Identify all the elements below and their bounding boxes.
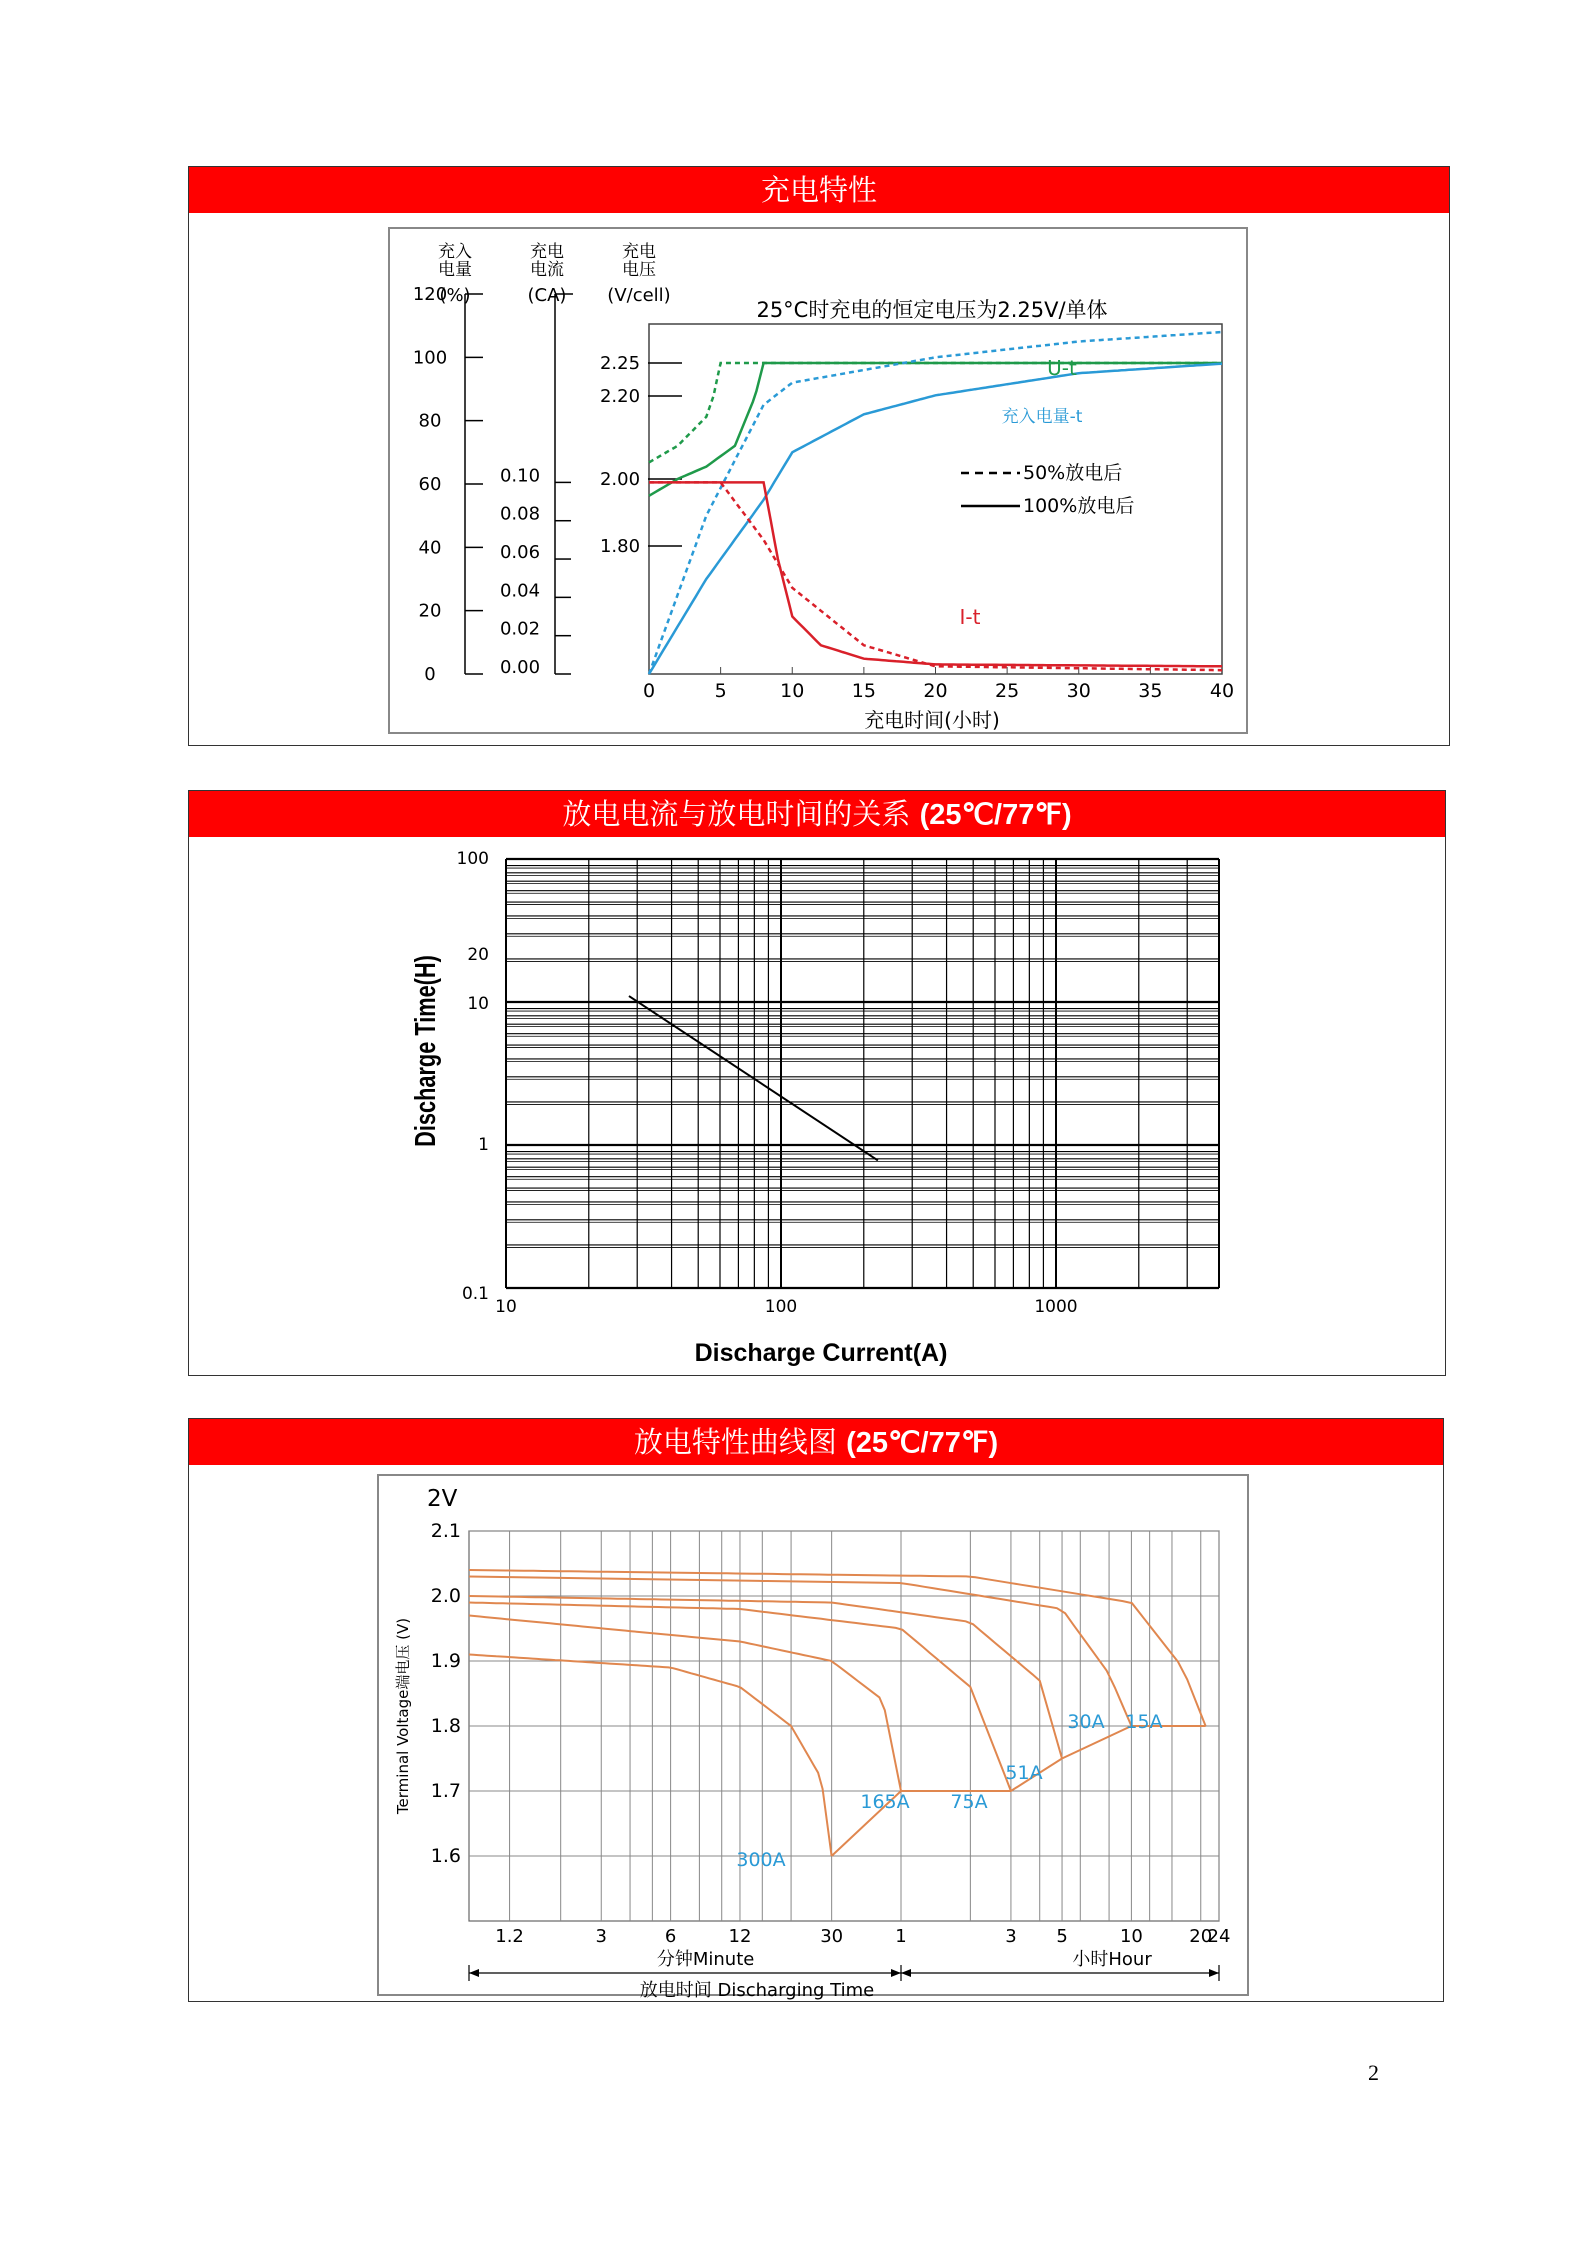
y-tick-label: 1.8 <box>430 1715 461 1737</box>
col1-tick-label: 120 <box>412 283 448 305</box>
minute-label: 分钟Minute <box>656 1949 755 1970</box>
charge-col2-label2: 电流 <box>530 260 564 280</box>
range-arrow <box>1209 1969 1219 1977</box>
curve-15A <box>469 1570 1206 1726</box>
col3-tick-label: 2.00 <box>599 469 641 490</box>
y-axis-label: Discharge Time(H) <box>410 955 442 1147</box>
x-tick-label: 35 <box>1138 680 1163 702</box>
page-number: 2 <box>1368 2060 1379 2085</box>
range-arrow <box>469 1969 479 1977</box>
x-tick-label: 24 <box>1207 1926 1231 1947</box>
col1-tick-label: 20 <box>418 600 442 622</box>
discharge-curve-header: 放电特性曲线图 (25℃/77℉) <box>189 1419 1443 1465</box>
col2-tick-label: 0.10 <box>499 465 541 487</box>
col1-tick-label: 40 <box>418 537 442 559</box>
col2-tick-label: 0.08 <box>499 503 541 525</box>
x-tick-label: 0 <box>642 680 656 702</box>
it-50-line <box>649 482 1222 670</box>
x-tick-label: 6 <box>664 1926 677 1947</box>
y-tick-label: 2.1 <box>430 1520 461 1542</box>
y-tick-label: 1.6 <box>430 1845 461 1867</box>
x-tick-label: 3 <box>1005 1926 1017 1947</box>
discharge-curve-panel <box>377 1474 1249 2001</box>
legend-dashed-label: 50%放电后 <box>1023 462 1123 484</box>
x-tick-label: 25 <box>995 680 1020 702</box>
col2-tick-label: 0.04 <box>499 580 541 602</box>
x-tick-label: 10 <box>1119 1926 1143 1947</box>
x-tick-label: 15 <box>851 680 876 702</box>
col3-tick-label: 1.80 <box>599 536 641 557</box>
x-tick-label: 30 <box>1066 680 1091 702</box>
x-tick-label: 20 <box>1189 1926 1213 1947</box>
x-tick-label: 1000 <box>1034 1297 1078 1317</box>
x-tick-label: 10 <box>495 1297 517 1317</box>
capacity-label: 充入电量-t <box>1001 407 1083 427</box>
x-tick-label: 1.2 <box>495 1926 524 1947</box>
it-label: I-t <box>959 605 981 629</box>
y-tick-label: 1 <box>478 1135 489 1155</box>
curve-300A <box>469 1655 832 1857</box>
y-tick-label: 100 <box>456 849 489 869</box>
col2-tick-label: 0.06 <box>499 542 541 564</box>
hour-label: 小时Hour <box>1072 1949 1152 1970</box>
curve-label: 51A <box>1005 1762 1043 1784</box>
col2-tick-label: 0.00 <box>499 657 541 678</box>
curve-30A <box>469 1577 1131 1727</box>
discharge-time-section <box>188 790 1446 1376</box>
capacity-100-line <box>649 364 1222 674</box>
y-axis-label: Terminal Voltage端电压 (V) <box>394 1617 412 1815</box>
x-tick-label: 100 <box>764 1297 798 1317</box>
ut-100-line <box>649 363 1222 496</box>
discharge-time-header: 放电电流与放电时间的关系 (25℃/77℉) <box>189 791 1445 837</box>
discharge-time-chart <box>189 791 1447 1377</box>
charge-header: 充电特性 <box>189 167 1449 213</box>
x-axis-label: 放电时间 Discharging Time <box>639 1980 875 2001</box>
charge-col1-label1: 充入 <box>438 242 472 262</box>
x-tick-label: 3 <box>595 1926 607 1947</box>
discharge-curve-chart <box>379 1476 1251 2001</box>
x-tick-label: 20 <box>923 680 948 702</box>
charge-col3-label1: 充电 <box>622 242 656 262</box>
x-tick-label: 12 <box>728 1926 752 1947</box>
discharge-time-series-line <box>629 996 878 1160</box>
capacity-50-line <box>649 332 1222 674</box>
curve-165A <box>469 1616 901 1792</box>
charge-section <box>188 166 1450 746</box>
col2-tick-label: 0.02 <box>499 618 541 640</box>
x-tick-label: 5 <box>1056 1926 1068 1947</box>
curve-51A <box>469 1596 1062 1759</box>
x-tick-label: 40 <box>1209 680 1235 702</box>
x-axis-label: 充电时间(小时) <box>864 708 1000 732</box>
range-arrow <box>901 1969 911 1977</box>
charge-col2-unit: (CA) <box>527 285 567 306</box>
legend-solid-label: 100%放电后 <box>1023 495 1135 517</box>
curve-label: 165A <box>860 1791 910 1813</box>
y-tick-label: 1.7 <box>430 1780 461 1802</box>
voltage-label: 2V <box>427 1486 458 1512</box>
x-tick-label: 10 <box>780 680 805 702</box>
charge-chart-title: 25°C时充电的恒定电压为2.25V/单体 <box>756 298 1108 322</box>
col1-tick-label: 60 <box>418 473 442 495</box>
charge-chart <box>390 229 1250 736</box>
ut-50-line <box>649 363 1222 462</box>
charge-chart-panel <box>388 227 1248 734</box>
x-tick-label: 30 <box>820 1926 844 1947</box>
x-axis-label: Discharge Current(A) <box>694 1339 948 1367</box>
col1-tick-label: 80 <box>418 410 442 432</box>
curve-label: 30A <box>1067 1711 1105 1733</box>
x-tick-label: 1 <box>895 1926 907 1947</box>
curve-label: 15A <box>1125 1711 1163 1733</box>
y-tick-label: 2.0 <box>430 1585 461 1607</box>
range-arrow <box>891 1969 901 1977</box>
curve-label: 75A <box>950 1791 988 1813</box>
col3-tick-label: 2.25 <box>599 353 641 374</box>
curve-label: 300A <box>736 1849 786 1871</box>
plot-frame <box>649 324 1222 674</box>
ut-label: U-t <box>1047 356 1077 380</box>
col1-tick-label: 0 <box>424 664 436 685</box>
y-tick-label: 0.1 <box>461 1284 489 1304</box>
y-tick-label: 10 <box>467 994 489 1014</box>
charge-col1-unit: (%) <box>439 285 471 306</box>
charge-col1-label2: 电量 <box>438 260 472 280</box>
it-100-line <box>649 482 1222 666</box>
charge-col3-label2: 电压 <box>622 260 656 280</box>
charge-col3-unit: (V/cell) <box>607 285 671 306</box>
y-tick-label: 1.9 <box>430 1650 461 1672</box>
y-tick-label: 20 <box>467 944 489 965</box>
col3-tick-label: 2.20 <box>599 386 641 407</box>
charge-col2-label1: 充电 <box>530 242 564 262</box>
col1-tick-label: 100 <box>412 347 448 369</box>
discharge-curve-section <box>188 1418 1444 2002</box>
x-tick-label: 5 <box>714 680 727 702</box>
